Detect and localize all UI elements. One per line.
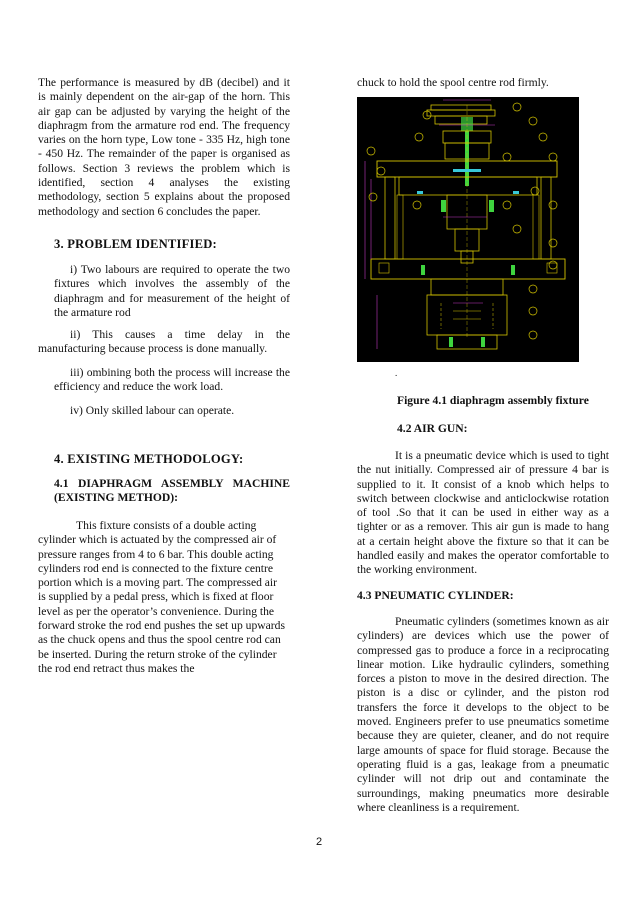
paragraph-4-1: This fixture consists of a double acting cylinder which is actuated by the compressed air of pressure ranges from 4 to 6 bar. This double acting cylinders rod end is connected to the fixture centre portion which is a moving part. The compressed air is supplied by a pedal press, which is fixed at floor level as per the operator’s convenience. During the forward stroke the rod end pushes the set up upwards as the chuck opens and thus the spool centre rod can be inserted. During the return stroke of the cylinder the rod end retract thus makes the — [38, 519, 285, 675]
left-column-section3 — [38, 237, 290, 251]
problem-item-1: i) Two labours are required to operate the two fixtures which involves the assembly of the diaphragm and for measurement of the height of the armature rod — [54, 263, 290, 319]
section-4-heading: 4. EXISTING METHODOLOGY: — [54, 452, 244, 466]
problem-item-2: ii) This causes a time delay in the manufacturing because process is done manually. — [38, 328, 290, 356]
intro-paragraph: The performance is measured by dB (decibel) and it is mainly dependent on the air-gap of the horn. This air gap can be adjusted by varying the height of the diaphragm from the armature rod end. The frequency varies on the horn type, Low tone - 335 Hz, high tone - 450 Hz. The remainder of the paper is organised as follows. Section 3 reviews the problem which is identified, section 4 analyses the existing methodology, section 5 explains about the proposed methodology and section 6 concludes the paper. — [38, 76, 290, 218]
diaphragm-fixture-drawing — [357, 97, 579, 362]
right-continuation-wrap — [357, 76, 609, 90]
cad-drawing-svg — [357, 97, 579, 362]
subsection-4-1-heading: 4.1 DIAPHRAGM ASSEMBLY MACHINE (EXISTING METHOD): — [54, 477, 290, 505]
section-4-wrap — [38, 452, 290, 466]
problem-item-3: iii) ombining both the process will increase the efficiency and reduce the work load. — [54, 366, 290, 394]
para-41-wrap — [38, 519, 286, 676]
page-number: 2 — [315, 836, 323, 848]
problem-item-3-wrap — [54, 366, 290, 395]
subsection-4-3-heading: 4.3 PNEUMATIC CYLINDER: — [357, 589, 514, 602]
left-column — [38, 76, 290, 230]
section-3-heading: 3. PROBLEM IDENTIFIED: — [54, 237, 217, 251]
subsection-4-2-heading: 4.2 AIR GUN: — [397, 422, 468, 435]
figure-caption-wrap — [397, 394, 617, 408]
figure-caption: Figure 4.1 diaphragm assembly fixture — [397, 394, 589, 407]
problem-list — [54, 263, 290, 320]
continuation-line: chuck to hold the spool centre rod firmly. — [357, 76, 549, 89]
subsection-43-wrap — [357, 589, 609, 603]
stray-mark: . — [395, 368, 398, 378]
problem-item-4: iv) Only skilled labour can operate. — [70, 404, 235, 417]
paragraph-4-3: Pneumatic cylinders (sometimes known as air cylinders) are devices which use the power of compressed gas to produce a force in a reciprocating linear motion. Like hydraulic cylinders, something forces a piston to move in the desired direction. The piston is a disc or cylinder, and the piston rod transfers the force it develops to the object to be moved. Engineers prefer to use pneumatics sometime because they are quieter, cleaner, and do not require large amounts of space for fluid storage. Because the operating fluid is a gas, leakage from a pneumatic cylinder will not drip out and contaminate the surroundings, making pneumatics more desirable where cleanliness is a requirement. — [357, 615, 609, 814]
problem-item-2-wrap — [38, 328, 290, 357]
para-43-wrap — [357, 615, 609, 815]
problem-item-4-wrap — [70, 404, 290, 418]
paragraph-4-2: It is a pneumatic device which is used to tight the nut initially. Compressed air of pressure 4 bar is supplied to it. It consist of a knob which helps to switch between clockwise and anticlockwise rotation of tool .So that it can be used in either way as a tighter or as a remover. This air gun is made to hang at a certain height above the fixture so that it can be handled easily and makes the operator comfortable to the working environment. — [357, 449, 609, 577]
subsection-41-wrap — [54, 477, 290, 506]
subsection-42-wrap — [397, 422, 617, 436]
para-42-wrap — [357, 449, 609, 578]
